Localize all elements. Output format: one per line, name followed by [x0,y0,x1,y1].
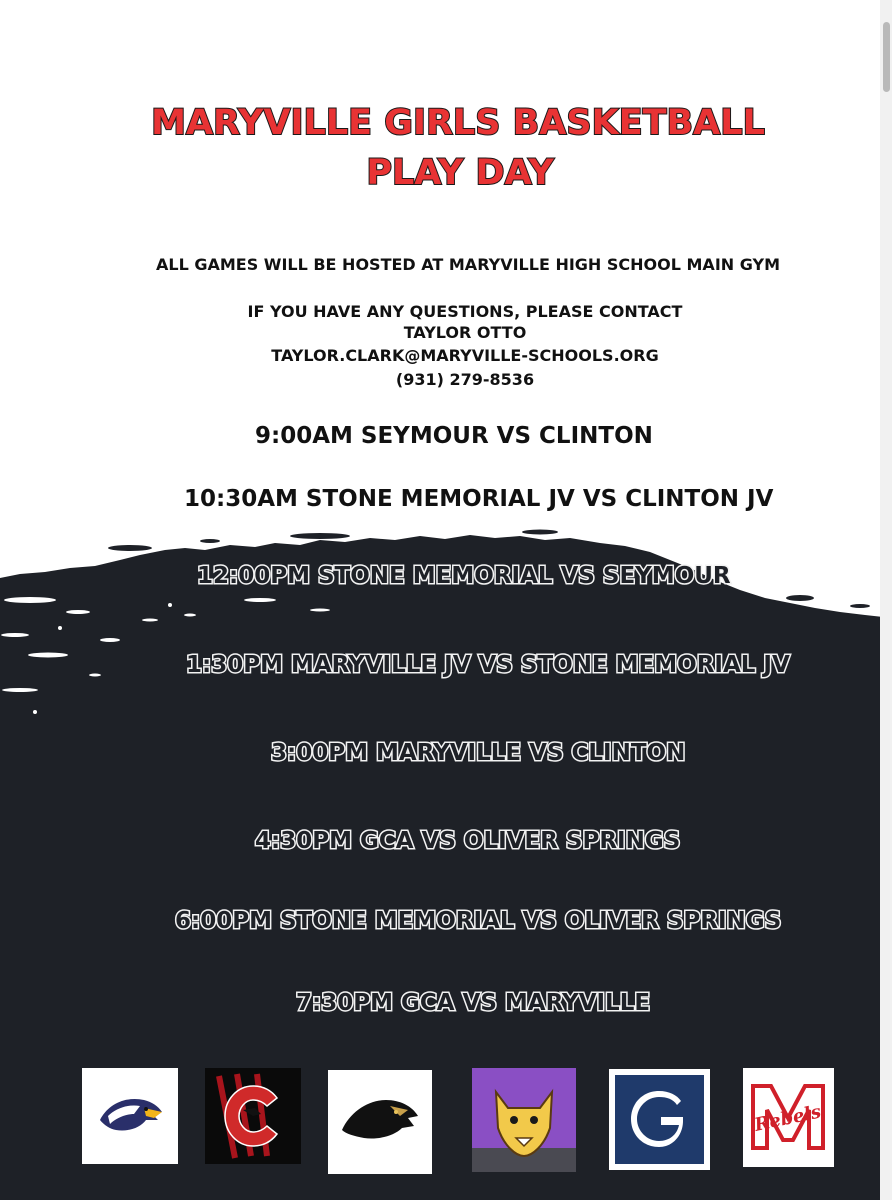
game-7: 6:00PM STONE MEMORIAL VS OLIVER SPRINGS [175,908,782,934]
title-line-1: MARYVILLE GIRLS BASKETBALL [151,103,765,143]
vertical-scrollbar[interactable] [880,0,892,1200]
maryville-logo-text: Rebels [752,1101,824,1136]
game-3: 12:00PM STONE MEMORIAL VS SEYMOUR [197,563,731,589]
game-5: 3:00PM MARYVILLE VS CLINTON [271,740,686,766]
game-4: 1:30PM MARYVILLE JV VS STONE MEMORIAL JV [186,652,790,678]
game-6: 4:30PM GCA VS OLIVER SPRINGS [255,828,681,854]
maryville-rebels-icon [743,1068,834,1167]
scrollbar-thumb[interactable] [883,22,890,92]
game-2: 10:30AM STONE MEMORIAL JV VS CLINTON JV [184,486,774,512]
contact-email: TAYLOR.CLARK@MARYVILLE-SCHOOLS.ORG [271,346,659,365]
title-line-2: PLAY DAY [366,153,554,193]
contact-intro: IF YOU HAVE ANY QUESTIONS, PLEASE CONTACT [247,302,683,321]
wildcat-icon [472,1068,576,1172]
panther-icon [328,1070,432,1174]
clinton-c-icon [205,1068,301,1164]
contact-phone: (931) 279-8536 [395,370,535,389]
gca-g-icon [609,1069,710,1170]
venue-text: ALL GAMES WILL BE HOSTED AT MARYVILLE HIGH SCHOOL MAIN GYM [155,255,781,274]
game-1: 9:00AM SEYMOUR VS CLINTON [255,423,653,449]
contact-name: TAYLOR OTTO [403,323,527,342]
eagle-icon [82,1068,178,1164]
game-8: 7:30PM GCA VS MARYVILLE [296,990,651,1016]
